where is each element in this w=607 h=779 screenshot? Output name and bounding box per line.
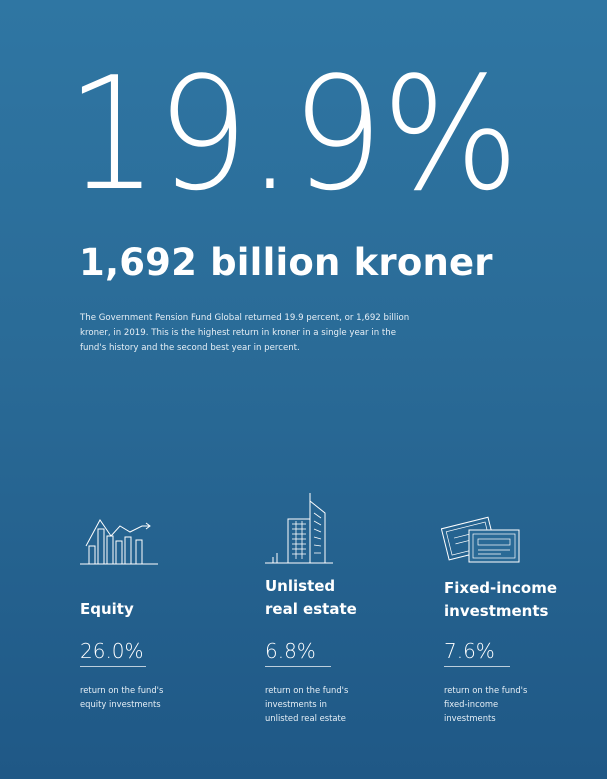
real-estate-description: return on the fund's investments in unlisted real estate (265, 685, 349, 723)
fixed-income-title: Fixed-income investments (444, 579, 558, 620)
equity-title: Equity (80, 600, 134, 618)
equity-description: return on the fund's equity investments (80, 685, 164, 709)
fixed-income-description: return on the fund's fixed-income investments (444, 685, 528, 723)
fixed-income-percent: 7.6% (444, 641, 510, 667)
office-building-icon (263, 491, 335, 565)
headline-amount: 1,692 billion kroner (79, 241, 493, 284)
headline-percent: 19.9% (66, 43, 518, 225)
real-estate-title: Unlisted real estate (265, 577, 357, 618)
equity-percent: 26.0% (80, 641, 146, 667)
intro-paragraph: The Government Pension Fund Global returned 19.9 percent, or 1,692 billion kroner, in 2019. This is the highest return in kroner in a single year in the fund's history and the second best year in percent. (80, 313, 410, 353)
bond-certificate-icon (441, 514, 523, 566)
bar-chart-trend-icon (80, 514, 160, 566)
real-estate-percent: 6.8% (265, 641, 331, 667)
